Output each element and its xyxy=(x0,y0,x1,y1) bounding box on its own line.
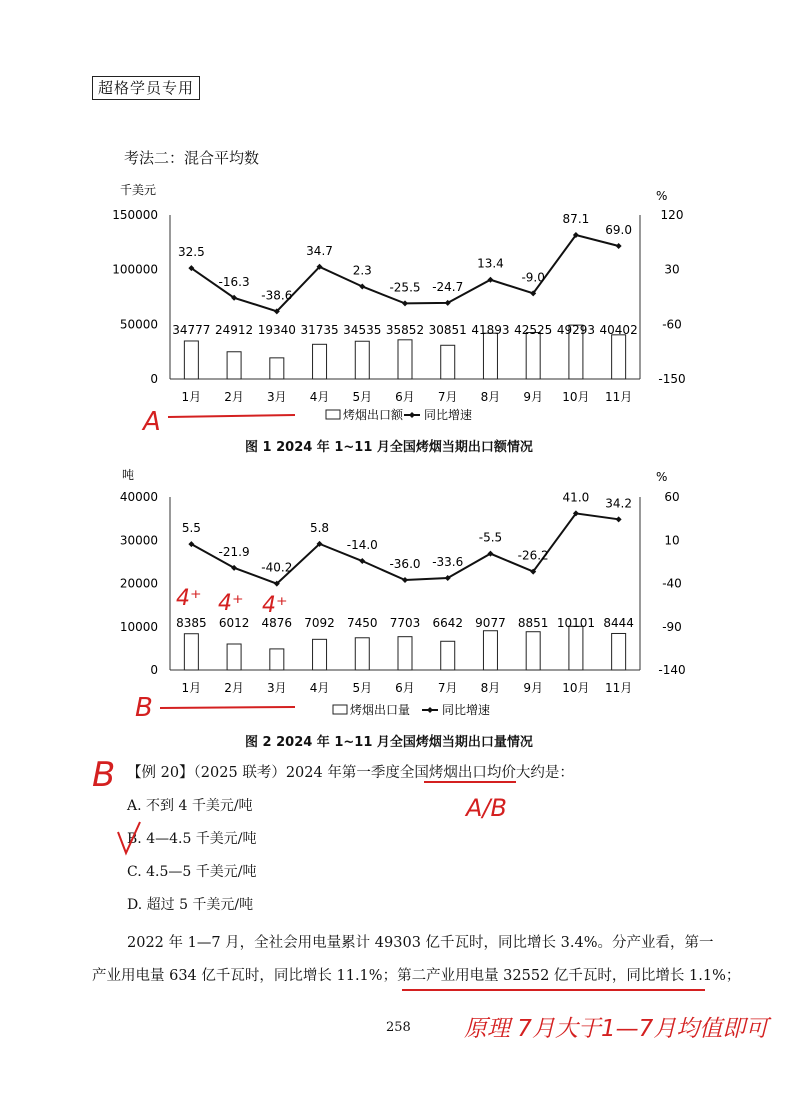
c2-bar-label: 8851 xyxy=(517,616,549,630)
c1-bar-label: 30851 xyxy=(428,323,467,337)
handwritten-b: B xyxy=(135,693,153,723)
c1-line-label: 32.5 xyxy=(178,245,205,260)
chart1-unit-right: % xyxy=(656,189,668,203)
c1-category-label: 8月 xyxy=(480,390,501,404)
c2-bar-label: 7450 xyxy=(346,616,378,630)
section-title: 考法二：混合平均数 xyxy=(124,149,260,167)
c1-line-label: 87.1 xyxy=(562,211,590,226)
chart2-legend-bar-label: 烤烟出口量 xyxy=(350,703,411,717)
underline-b-months xyxy=(160,707,295,708)
c2-line-label: -26.2 xyxy=(517,548,549,563)
chart1-unit-left: 千美元 xyxy=(120,183,157,197)
option-b: B. 4—4.5 千美元/吨 xyxy=(127,831,257,847)
c1-bar-label: 40402 xyxy=(599,323,638,337)
c1-bar-label: 24912 xyxy=(214,323,254,337)
handwritten-4plus-mar: 4⁺ xyxy=(262,593,288,618)
c2-bar-label: 8385 xyxy=(176,616,207,630)
handwritten-4plus-jan: 4⁺ xyxy=(176,586,202,611)
c1-bar-label: 41893 xyxy=(471,323,510,337)
c1-category-label: 4月 xyxy=(309,390,330,404)
handwritten-b-question: B xyxy=(92,755,116,795)
c2-line-label: -33.6 xyxy=(432,554,464,569)
chart2-unit-right: % xyxy=(656,470,668,484)
c2-category-label: 8月 xyxy=(480,681,501,695)
handwritten-a: A xyxy=(143,407,161,437)
c2-line-label: -21.9 xyxy=(218,544,250,559)
option-a: A. 不到 4 千美元/吨 xyxy=(127,798,253,814)
c2-line-label: 5.8 xyxy=(309,520,330,535)
c2-category-label: 7月 xyxy=(437,681,458,695)
chart2-unit-left: 吨 xyxy=(122,468,135,482)
c1-category-label: 9月 xyxy=(523,390,544,404)
chart1-legend-bar-label: 烤烟出口额 xyxy=(343,408,404,422)
c1-right-tick: -60 xyxy=(662,317,682,332)
c1-line-label: 2.3 xyxy=(352,263,372,278)
question-stem: 【例 20】（2025 联考）2024 年第一季度全国烤烟出口均价大约是： xyxy=(127,765,574,781)
c1-line-label: 34.7 xyxy=(306,243,333,258)
c2-category-label: 2月 xyxy=(224,681,244,695)
c2-right-tick: -140 xyxy=(658,663,686,677)
c1-line-label: -38.6 xyxy=(261,288,293,303)
c2-left-tick: 20000 xyxy=(119,576,158,591)
c2-left-tick: 40000 xyxy=(119,490,158,504)
c1-category-label: 6月 xyxy=(395,390,415,404)
c1-right-tick: -150 xyxy=(658,372,686,386)
c1-line-label: 69.0 xyxy=(605,222,632,237)
c1-line-label: -24.7 xyxy=(432,279,464,294)
paragraph-line-1: 2022 年 1—7 月，全社会用电量累计 49303 亿千瓦时，同比增长 3.4%。分产业看，第一 xyxy=(127,935,714,951)
c1-left-tick: 50000 xyxy=(119,317,158,332)
handwritten-4plus-feb: 4⁺ xyxy=(218,591,244,616)
c1-bar-label: 34777 xyxy=(172,323,211,337)
page-number: 258 xyxy=(386,1020,411,1035)
c1-category-label: 10月 xyxy=(562,390,590,404)
c1-bar-label: 19340 xyxy=(257,323,296,337)
option-d: D. 超过 5 千美元/吨 xyxy=(127,897,254,913)
handwritten-ab-note: A/B xyxy=(466,794,507,822)
c2-category-label: 5月 xyxy=(352,681,373,695)
c2-line-label: 41.0 xyxy=(562,490,590,505)
c1-bar-label: 49293 xyxy=(556,323,596,337)
c2-category-label: 10月 xyxy=(562,681,590,695)
c2-line-label: -36.0 xyxy=(389,557,421,572)
c2-bar-label: 7703 xyxy=(389,616,421,630)
chart1-caption: 图 1 2024 年 1~11 月全国烤烟当期出口额情况 xyxy=(245,440,533,455)
c1-category-label: 1月 xyxy=(181,390,202,404)
c2-category-label: 6月 xyxy=(395,681,415,695)
c2-line-label: 34.2 xyxy=(605,496,632,511)
c2-bar-label: 8444 xyxy=(603,616,634,630)
c2-line-label: -5.5 xyxy=(478,530,503,545)
c1-bar-label: 35852 xyxy=(385,323,425,337)
underline-a-months xyxy=(168,415,295,417)
c2-bar-label: 6642 xyxy=(432,616,464,630)
paragraph-line-2: 产业用电量 634 亿千瓦时，同比增长 11.1%；第二产业用电量 32552 亿千瓦时，同比增长 1.1%； xyxy=(92,968,741,984)
c2-category-label: 4月 xyxy=(309,681,330,695)
c1-category-label: 3月 xyxy=(266,390,287,404)
c2-left-tick: 10000 xyxy=(119,619,158,634)
header-label: 超格学员专用 xyxy=(92,76,200,100)
c2-bar-label: 7092 xyxy=(304,616,335,630)
c1-category-label: 2月 xyxy=(224,390,244,404)
c2-right-tick: 10 xyxy=(664,533,680,548)
c1-line-label: -25.5 xyxy=(389,280,421,295)
c1-left-tick: 150000 xyxy=(112,208,158,222)
c2-right-tick: -40 xyxy=(662,576,682,591)
c1-category-label: 7月 xyxy=(437,390,458,404)
c1-left-tick: 0 xyxy=(150,372,158,386)
handwritten-principle-note: 原理 7月大于1—7月均值即可 xyxy=(464,1016,769,1042)
c1-line-label: -9.0 xyxy=(521,270,545,285)
chart2-legend-line-label: 同比增速 xyxy=(442,703,491,717)
c1-line-label: 13.4 xyxy=(477,256,504,271)
c2-category-label: 11月 xyxy=(604,681,633,695)
c1-bar-label: 34535 xyxy=(343,323,382,337)
c2-line-label: 5.5 xyxy=(181,521,201,536)
c1-category-label: 11月 xyxy=(604,390,633,404)
c1-right-tick: 120 xyxy=(660,208,684,222)
c1-category-label: 5月 xyxy=(352,390,373,404)
c1-bar-label: 42525 xyxy=(514,323,553,337)
c2-line-label: -40.2 xyxy=(261,560,293,575)
c2-bar-label: 4876 xyxy=(261,616,293,630)
c2-bar-label: 10101 xyxy=(556,616,596,630)
c2-left-tick: 30000 xyxy=(119,533,158,548)
chart2-caption: 图 2 2024 年 1~11 月全国烤烟当期出口量情况 xyxy=(245,735,533,750)
c2-category-label: 9月 xyxy=(523,681,544,695)
c1-bar-label: 31735 xyxy=(300,323,339,337)
c2-right-tick: -90 xyxy=(662,619,682,634)
c2-right-tick: 60 xyxy=(664,490,680,504)
option-c: C. 4.5—5 千美元/吨 xyxy=(127,864,257,880)
c2-bar-label: 9077 xyxy=(475,616,506,630)
checkmark-icon xyxy=(118,822,140,853)
c2-bar-label: 6012 xyxy=(218,616,250,630)
c1-right-tick: 30 xyxy=(664,262,680,277)
c2-line-label: -14.0 xyxy=(346,538,378,553)
c2-left-tick: 0 xyxy=(150,663,158,677)
c1-left-tick: 100000 xyxy=(112,262,158,277)
chart1-legend-line-label: 同比增速 xyxy=(424,408,473,422)
c1-line-label: -16.3 xyxy=(218,274,250,289)
c2-category-label: 1月 xyxy=(181,681,202,695)
c2-category-label: 3月 xyxy=(266,681,287,695)
